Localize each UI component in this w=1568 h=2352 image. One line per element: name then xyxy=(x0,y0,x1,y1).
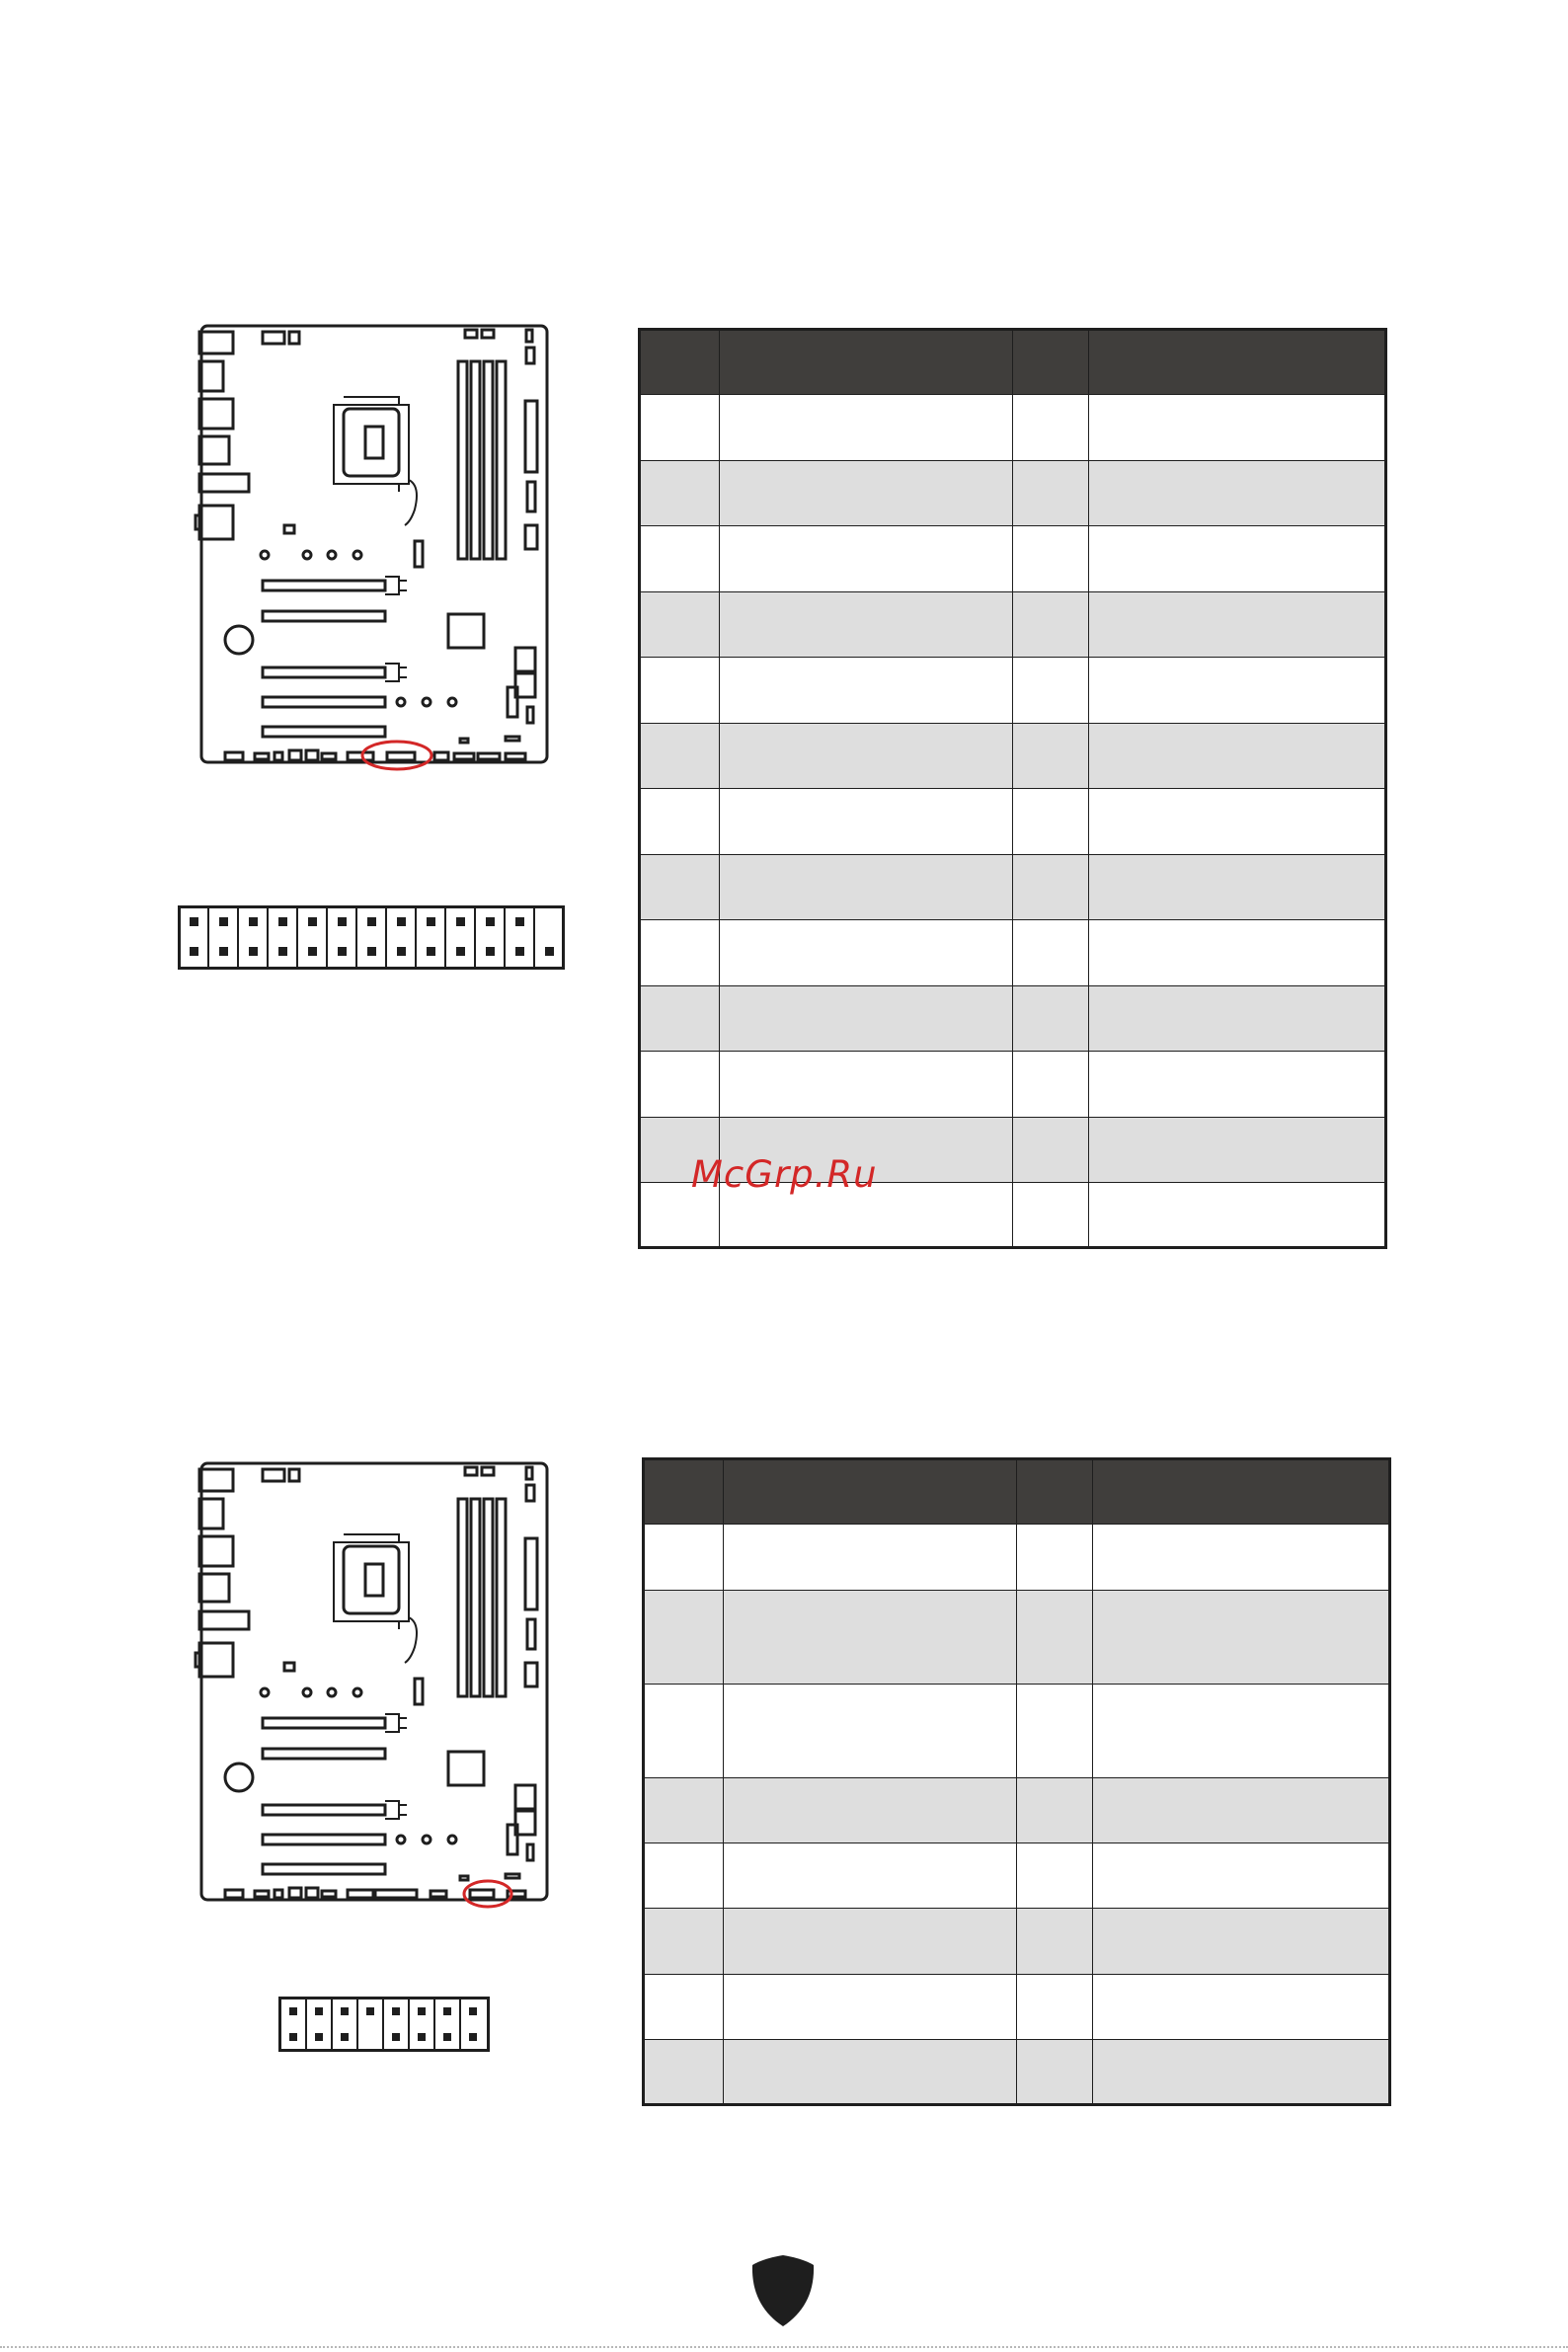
table-header-row xyxy=(644,1459,1390,1525)
shield-icon xyxy=(750,2253,816,2333)
table-header-cell xyxy=(720,330,1013,395)
table-row xyxy=(644,2040,1390,2105)
pin-table-bottom xyxy=(642,1457,1391,2106)
pin-header-diagram-bottom xyxy=(278,1997,490,2057)
table-row xyxy=(644,1975,1390,2040)
table-row xyxy=(644,1778,1390,1843)
table-row xyxy=(640,395,1386,461)
table-header-cell xyxy=(1017,1459,1093,1525)
table-header-cell xyxy=(1093,1459,1390,1525)
pin-header-26 xyxy=(178,905,565,970)
table-row xyxy=(640,920,1386,986)
motherboard-outline xyxy=(194,322,559,771)
table-row xyxy=(644,1685,1390,1778)
table-row xyxy=(640,658,1386,724)
table-header-cell xyxy=(644,1459,724,1525)
table-header-cell xyxy=(724,1459,1017,1525)
table-header-cell xyxy=(1089,330,1386,395)
watermark-text: McGrp.Ru xyxy=(691,1153,878,1196)
footer-divider xyxy=(0,2346,1568,2352)
table-row xyxy=(640,461,1386,526)
table-row xyxy=(640,986,1386,1052)
table-row xyxy=(640,1052,1386,1118)
table-row xyxy=(640,724,1386,789)
table-header-row xyxy=(640,330,1386,395)
table-header-cell xyxy=(640,330,720,395)
motherboard-diagram-bottom xyxy=(194,1459,559,1909)
table-header-cell xyxy=(1013,330,1089,395)
table-row xyxy=(644,1591,1390,1685)
table-row xyxy=(640,526,1386,592)
pin-header-diagram-top xyxy=(178,905,565,975)
table-row xyxy=(640,592,1386,658)
table-row xyxy=(640,789,1386,855)
table-row xyxy=(644,1525,1390,1591)
table-row xyxy=(644,1909,1390,1975)
motherboard-diagram-top xyxy=(194,322,559,771)
pin-table-top xyxy=(638,328,1387,1249)
motherboard-outline xyxy=(194,1459,559,1909)
table-row xyxy=(640,855,1386,920)
table-row xyxy=(644,1843,1390,1909)
pin-header-16 xyxy=(278,1997,490,2052)
